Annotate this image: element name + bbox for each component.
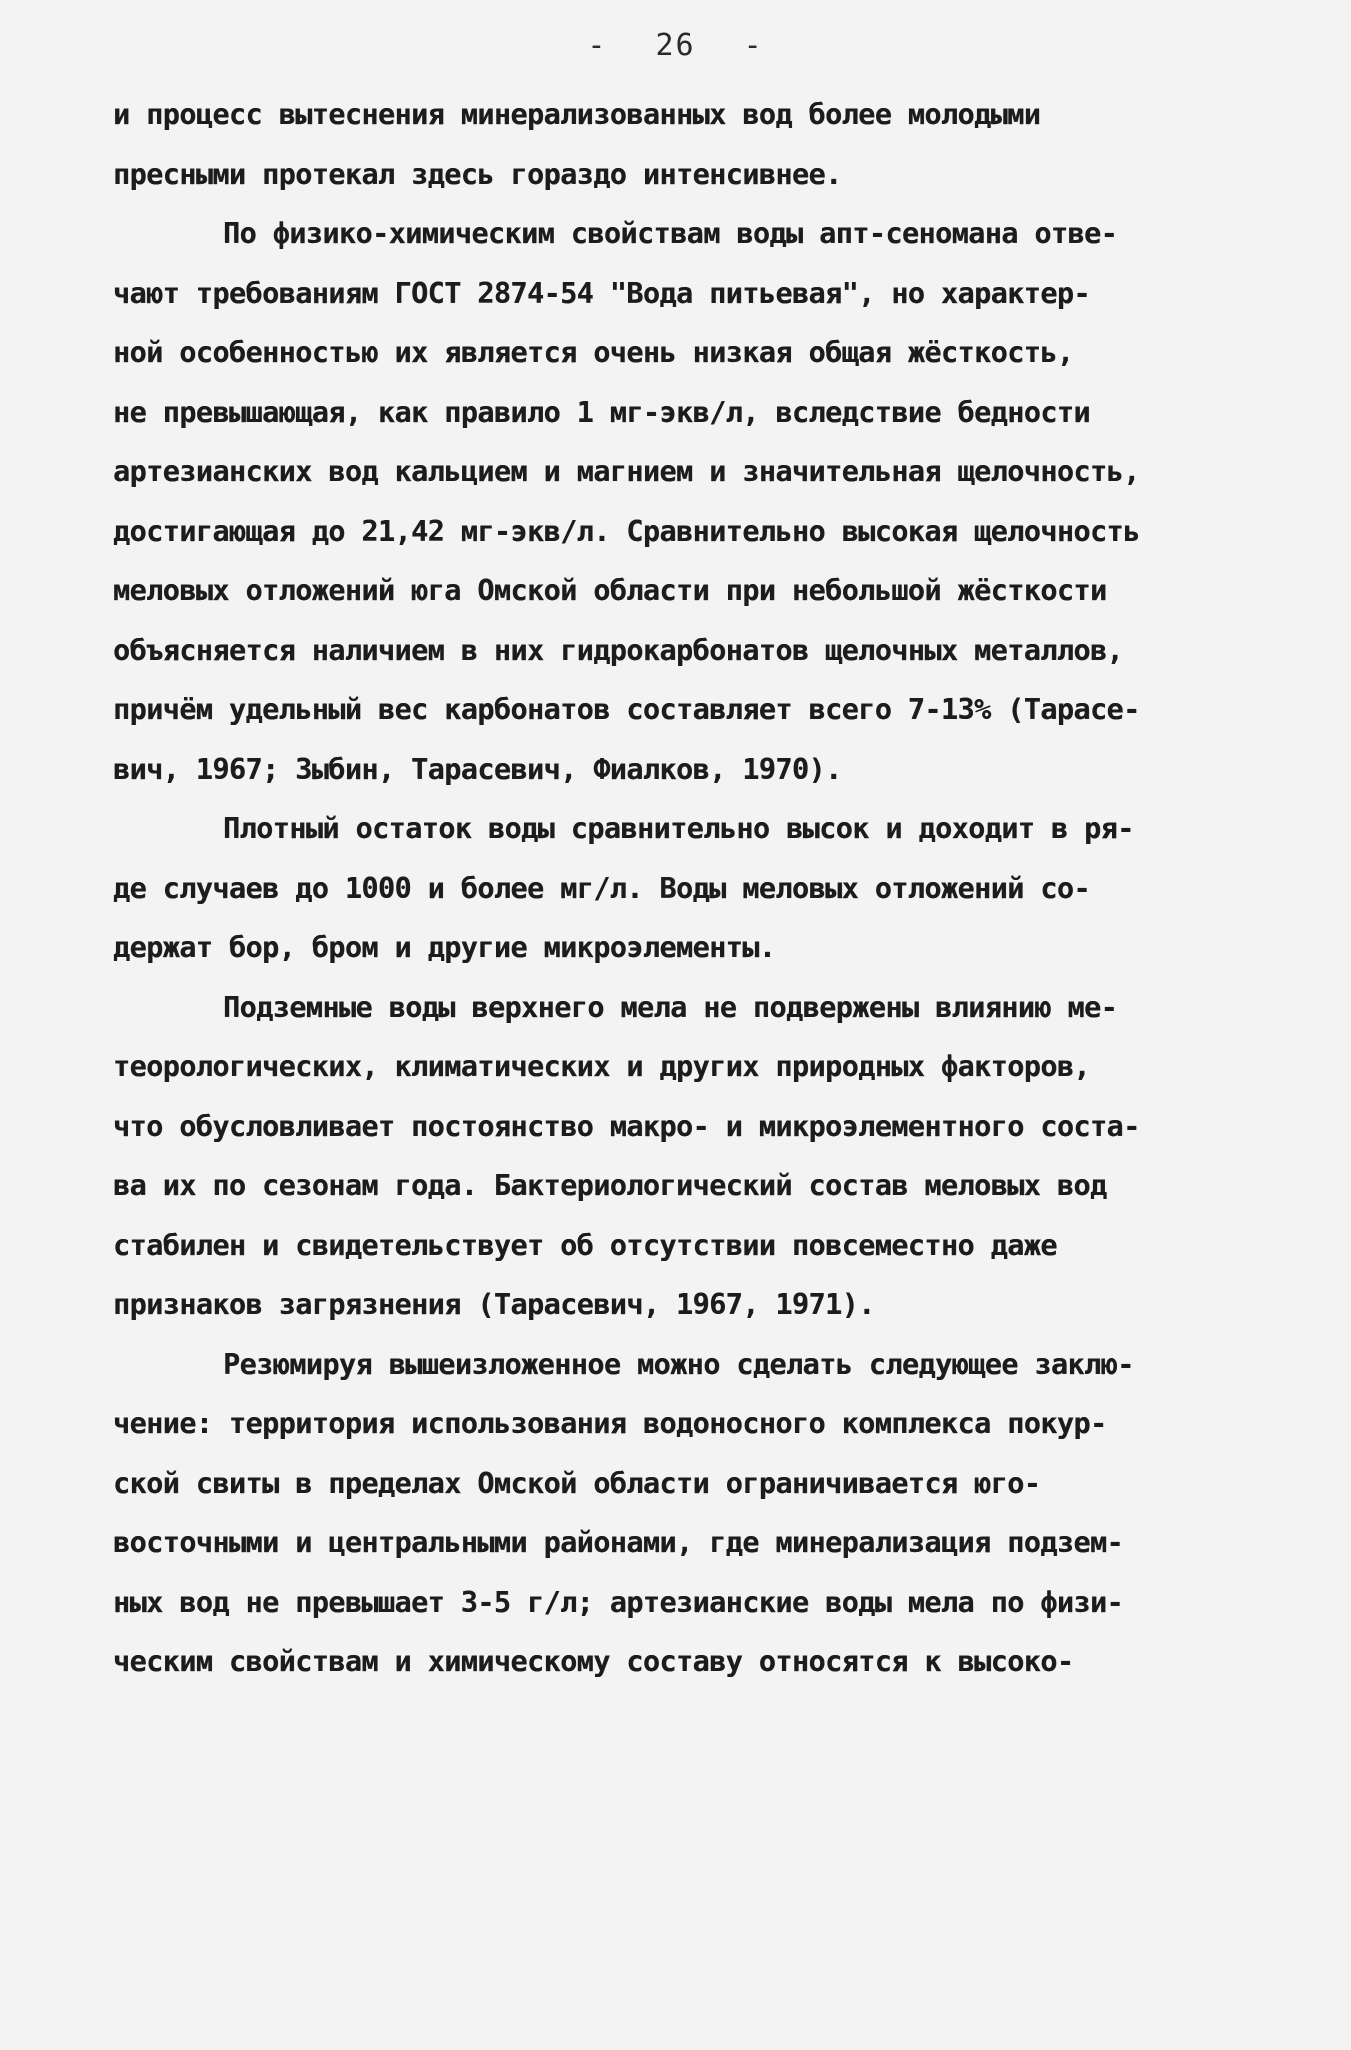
text-line: что обусловливает постоянство макро- и микроэлементного соста- xyxy=(113,1109,1140,1143)
paragraph-first-line: Подземные воды верхнего мела не подвержены влиянию ме- xyxy=(223,990,1118,1024)
text-line: чают требованиям ГОСТ 2874-54 "Вода питьевая", но характер- xyxy=(113,276,1090,310)
text-line: артезианских вод кальцием и магнием и значительная щелочность, xyxy=(113,455,1140,488)
page-number-dash-right: - xyxy=(743,28,764,63)
text-line: теорологических, климатических и других природных факторов, xyxy=(113,1050,1090,1083)
text-line: де случаев до 1000 и более мг/л. Воды меловых отложений со- xyxy=(113,871,1090,905)
text-line: ных вод не превышает 3-5 г/л; артезианские воды мела по физи- xyxy=(113,1585,1124,1619)
paragraph-first-line: По физико-химическим свойствам воды апт-сеномана отве- xyxy=(223,217,1118,250)
text-line: ской свиты в пределах Омской области ограничивается юго- xyxy=(113,1466,1041,1500)
text-line: ва их по сезонам года. Бактериологический состав меловых вод xyxy=(113,1169,1107,1202)
text-line: не превышающая, как правило 1 мг-экв/л, вследствие бедности xyxy=(113,395,1090,429)
page-number-value: 26 xyxy=(655,28,696,63)
text-line: восточными и центральными районами, где минерализация подзем- xyxy=(113,1526,1124,1559)
text-line: причём удельный вес карбонатов составляет всего 7-13% (Тарасе- xyxy=(113,693,1140,726)
text-line: меловых отложений юга Омской области при небольшой жёсткости xyxy=(113,574,1107,607)
text-line: чение: территория использования водоносного комплекса покур- xyxy=(113,1407,1107,1440)
paragraph-first-line: Плотный остаток воды сравнительно высок и доходит в ря- xyxy=(223,812,1134,845)
text-line: ческим свойствам и химическому составу относятся к высоко- xyxy=(113,1645,1074,1678)
text-line: ной особенностью их является очень низкая общая жёсткость, xyxy=(113,336,1074,369)
text-line: пресными протекал здесь гораздо интенсивнее. xyxy=(113,157,842,191)
text-line: стабилен и свидетельствует об отсутствии повсеместно даже xyxy=(113,1228,1057,1262)
text-line: и процесс вытеснения минерализованных вод более молодыми xyxy=(113,98,1041,131)
paragraph-first-line: Резюмируя вышеизложенное можно сделать следующее заклю- xyxy=(223,1347,1134,1381)
text-line: достигающая до 21,42 мг-экв/л. Сравнительно высокая щелочность xyxy=(113,514,1140,548)
text-line: признаков загрязнения (Тарасевич, 1967, 1971). xyxy=(113,1288,875,1321)
text-line: объясняется наличием в них гидрокарбонатов щелочных металлов, xyxy=(113,633,1124,667)
text-line: держат бор, бром и другие микроэлементы. xyxy=(113,931,776,964)
page-number-dash-left: - xyxy=(587,28,608,63)
page-number xyxy=(0,28,1351,63)
body-text xyxy=(113,85,1248,1692)
text-line: вич, 1967; Зыбин, Тарасевич, Фиалков, 1970). xyxy=(113,752,842,786)
